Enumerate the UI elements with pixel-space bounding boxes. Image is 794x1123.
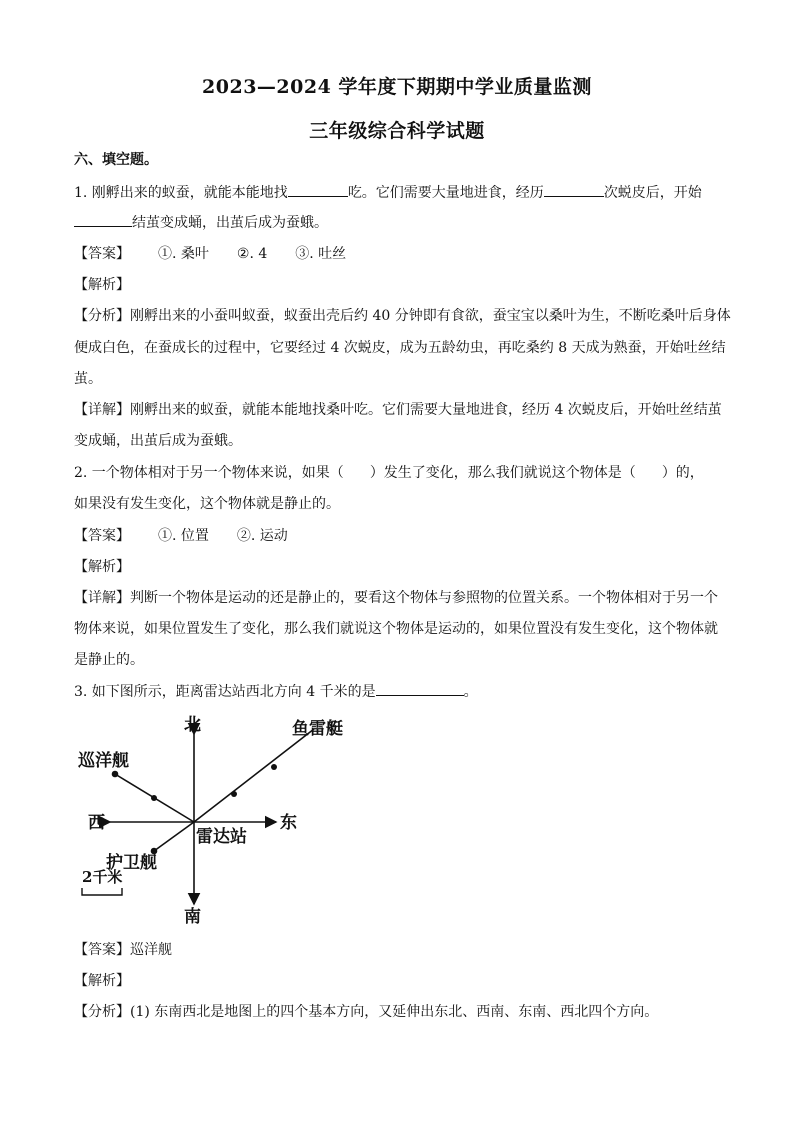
q2-answer — [74, 526, 734, 546]
q1-xiangjie-1: 【详解】刚孵出来的蚁蚕，就能本能地找桑叶吃。它们需要大量地进食，经历 4 次蜕皮后，开始吐丝结茧 — [74, 402, 722, 418]
northeast-dot-1 — [231, 791, 237, 797]
q2-answer-2: ②. 运动 — [236, 528, 288, 544]
q2-xiangjie-3: 是静止的。 — [74, 652, 144, 668]
q3-fenxi: 【分析】(1) 东南西北是地图上的四个基本方向，又延伸出东北、西南、东南、西北四个方向。 — [74, 1004, 659, 1020]
q1-blank-3 — [74, 212, 132, 227]
exam-subtitle: 三年级综合科学试题 — [309, 120, 485, 142]
q1-fenxi-2: 便成白色，在蚕成长的过程中，它要经过 4 次蜕皮，成为五龄幼虫，再吃桑约 8 天成为熟蚕，开始吐丝结 — [74, 340, 726, 356]
q3-text-a: 3. 如下图所示，距离雷达站西北方向 4 千米的是 — [74, 684, 376, 700]
q1-blank-1 — [288, 182, 348, 197]
q1-fenxi-3: 茧。 — [74, 371, 102, 387]
q2-answer-1: ①. 位置 — [158, 528, 209, 544]
q1-answer — [74, 244, 734, 264]
label-north: 北 — [184, 715, 201, 735]
label-cruiser: 巡洋舰 — [78, 751, 129, 771]
northwest-mid-dot — [151, 795, 157, 801]
q1-answer-1: ①. 桑叶 — [158, 246, 209, 262]
label-frigate: 护卫舰 — [106, 853, 157, 873]
q3-analysis-tag: 【解析】 — [74, 973, 130, 989]
q1-answer-2: ②. 4 — [236, 246, 268, 262]
q1-xiangjie-2: 变成蛹，出茧后成为蚕蛾。 — [74, 433, 242, 449]
exam-title: 2023—2024 学年度下期期中学业质量监测 — [202, 76, 592, 98]
q3-answer — [74, 940, 734, 960]
q1-text-a: 1. 刚孵出来的蚁蚕，就能本能地找 — [74, 185, 288, 201]
q1-text-b: 吃。它们需要大量地进食，经历 — [347, 185, 544, 201]
answer-tag: 【答案】 — [74, 246, 130, 262]
scale-bar — [82, 888, 122, 895]
section-heading: 六、填空题。 — [74, 152, 158, 168]
q1-answer-3: ③. 吐丝 — [295, 246, 347, 262]
label-east: 东 — [280, 813, 297, 833]
q1-text-c: 次蜕皮后，开始 — [603, 185, 702, 201]
q3-answer-value: 巡洋舰 — [130, 942, 172, 958]
q2-xiangjie-1: 【详解】判断一个物体是运动的还是静止的，要看这个物体与参照物的位置关系。一个物体相对于另一个 — [74, 590, 718, 606]
q2-text-b: ）发生了变化，那么我们就说这个物体是（ — [369, 465, 636, 481]
q2-line1 — [74, 463, 734, 483]
label-radar-station: 雷达站 — [196, 827, 247, 847]
q3-blank — [376, 681, 464, 696]
q3-text-b: 。 — [463, 684, 478, 700]
cruiser-dot — [112, 771, 119, 778]
answer-tag: 【答案】 — [74, 528, 130, 544]
southwest-ray — [154, 822, 194, 851]
label-south: 南 — [184, 907, 201, 927]
q1-line1 — [74, 182, 734, 203]
answer-tag: 【答案】 — [74, 942, 130, 958]
label-scale: 2千米 — [82, 868, 123, 886]
q2-xiangjie-2: 物体来说，如果位置发生了变化，那么我们就说这个物体是运动的，如果位置没有发生变化，这个物体就 — [74, 621, 718, 637]
q2-text-a: 2. 一个物体相对于另一个物体来说，如果（ — [74, 465, 344, 481]
northeast-ray — [194, 729, 314, 822]
label-torpedo-boat: 鱼雷艇 — [292, 719, 343, 739]
q1-text-d: 结茧变成蛹，出茧后成为蚕蛾。 — [132, 215, 328, 231]
label-west: 西 — [88, 813, 105, 833]
q3-line1 — [74, 681, 734, 702]
q2-text-c: ）的， — [661, 465, 704, 481]
q1-line2 — [74, 212, 734, 233]
q2-analysis-tag: 【解析】 — [74, 559, 130, 575]
q2-line2: 如果没有发生变化，这个物体就是静止的。 — [74, 496, 340, 512]
q1-analysis-tag: 【解析】 — [74, 277, 130, 293]
direction-map-diagram — [74, 712, 343, 927]
q1-fenxi-1: 【分析】刚孵出来的小蚕叫蚁蚕，蚁蚕出壳后约 40 分钟即有食欲，蚕宝宝以桑叶为生，不断吃桑叶后身体 — [74, 308, 731, 324]
northeast-dot-2 — [271, 764, 277, 770]
q1-blank-2 — [544, 182, 604, 197]
